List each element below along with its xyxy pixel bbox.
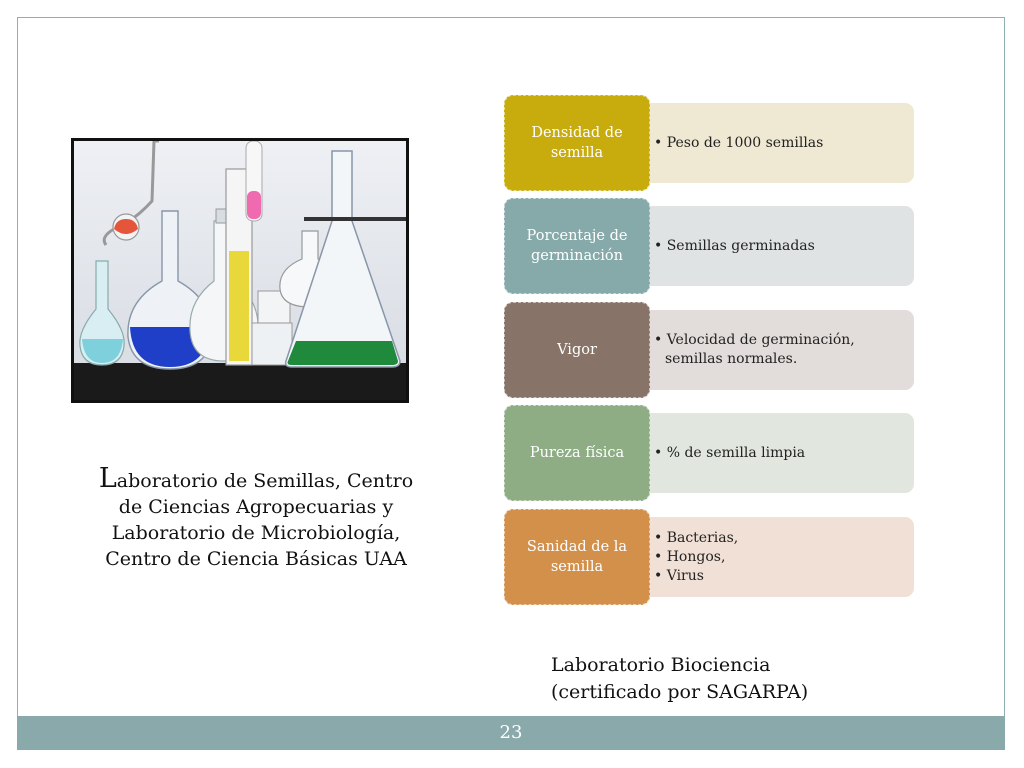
- page-number: 23: [499, 722, 523, 743]
- row-label: Porcentaje de germinación: [504, 198, 650, 294]
- right-caption: [551, 652, 891, 706]
- lab-glassware-photo: [71, 138, 409, 403]
- row-vigor: [504, 302, 914, 398]
- left-caption-line-2: de Ciencias Agropecuarias y: [118, 496, 394, 518]
- right-caption-line-2: (certificado por SAGARPA): [551, 681, 809, 703]
- detail-item: • Virus: [654, 567, 704, 584]
- row-sanidad: [504, 509, 914, 605]
- row-label: Sanidad de la semilla: [504, 509, 650, 605]
- row-pureza: [504, 405, 914, 501]
- detail-item: • Semillas germinadas: [654, 237, 815, 254]
- left-caption-line-1-text: aboratorio de Semillas, Centro: [116, 470, 414, 492]
- left-caption-line-3: Laboratorio de Microbiología,: [111, 522, 401, 544]
- detail-item: • Peso de 1000 semillas: [654, 134, 824, 151]
- row-densidad: [504, 95, 914, 191]
- detail-item: • Bacterias,: [654, 529, 739, 546]
- left-caption-line-4: Centro de Ciencia Básicas UAA: [105, 548, 407, 570]
- detail-item: • Velocidad de germinación, semillas normales.: [654, 332, 855, 367]
- right-caption-line-1: Laboratorio Biociencia: [551, 654, 771, 676]
- detail-item: • % de semilla limpia: [654, 444, 806, 461]
- row-detail: [634, 310, 914, 390]
- footer-bar: [17, 716, 1005, 750]
- row-porcentaje: [504, 198, 914, 294]
- row-detail: [634, 517, 914, 597]
- left-caption-line-1: [70, 463, 442, 494]
- row-label: Vigor: [504, 302, 650, 398]
- row-detail: [634, 206, 914, 286]
- left-caption: [70, 463, 442, 572]
- row-detail: [634, 413, 914, 493]
- row-detail: [634, 103, 914, 183]
- left-caption-dropcap: L: [98, 463, 117, 494]
- row-label: Densidad de semilla: [504, 95, 650, 191]
- detail-item: • Hongos,: [654, 548, 726, 565]
- row-label: Pureza física: [504, 405, 650, 501]
